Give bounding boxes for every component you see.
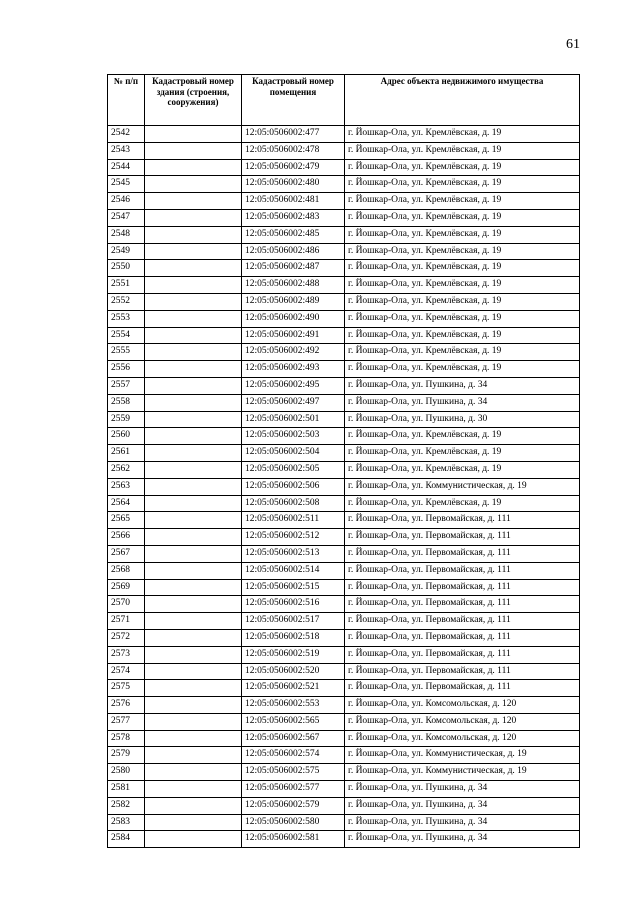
cell-premises-cadastral: 12:05:0506002:511	[242, 512, 345, 529]
cell-building-cadastral	[145, 277, 242, 294]
cell-index: 2551	[108, 277, 145, 294]
cell-index: 2580	[108, 764, 145, 781]
cell-index: 2576	[108, 697, 145, 714]
cell-premises-cadastral: 12:05:0506002:565	[242, 713, 345, 730]
cell-index: 2574	[108, 663, 145, 680]
cell-building-cadastral	[145, 562, 242, 579]
cell-premises-cadastral: 12:05:0506002:486	[242, 243, 345, 260]
cell-building-cadastral	[145, 529, 242, 546]
table-row	[108, 361, 580, 378]
cell-address: г. Йошкар-Ола, ул. Кремлёвская, д. 19	[345, 277, 580, 294]
cell-premises-cadastral: 12:05:0506002:487	[242, 260, 345, 277]
table-row	[108, 293, 580, 310]
table-row	[108, 814, 580, 831]
table-row	[108, 394, 580, 411]
cell-building-cadastral	[145, 126, 242, 143]
cell-address: г. Йошкар-Ола, ул. Первомайская, д. 111	[345, 529, 580, 546]
cell-address: г. Йошкар-Ола, ул. Кремлёвская, д. 19	[345, 445, 580, 462]
table-row	[108, 193, 580, 210]
table-row	[108, 277, 580, 294]
cell-address: г. Йошкар-Ола, ул. Кремлёвская, д. 19	[345, 428, 580, 445]
cell-premises-cadastral: 12:05:0506002:481	[242, 193, 345, 210]
cell-address: г. Йошкар-Ола, ул. Кремлёвская, д. 19	[345, 344, 580, 361]
cell-premises-cadastral: 12:05:0506002:580	[242, 814, 345, 831]
cell-premises-cadastral: 12:05:0506002:503	[242, 428, 345, 445]
cell-premises-cadastral: 12:05:0506002:514	[242, 562, 345, 579]
cell-address: г. Йошкар-Ола, ул. Кремлёвская, д. 19	[345, 209, 580, 226]
table-row	[108, 176, 580, 193]
cell-premises-cadastral: 12:05:0506002:478	[242, 142, 345, 159]
cell-building-cadastral	[145, 579, 242, 596]
cell-building-cadastral	[145, 545, 242, 562]
table-row	[108, 461, 580, 478]
cell-building-cadastral	[145, 461, 242, 478]
cell-index: 2577	[108, 713, 145, 730]
cell-index: 2548	[108, 226, 145, 243]
cell-building-cadastral	[145, 226, 242, 243]
cell-address: г. Йошкар-Ола, ул. Кремлёвская, д. 19	[345, 159, 580, 176]
table-row	[108, 310, 580, 327]
cell-address: г. Йошкар-Ола, ул. Пушкина, д. 30	[345, 411, 580, 428]
table-body	[108, 126, 580, 848]
cell-building-cadastral	[145, 478, 242, 495]
cell-building-cadastral	[145, 781, 242, 798]
table-row	[108, 613, 580, 630]
table-row	[108, 797, 580, 814]
cell-index: 2583	[108, 814, 145, 831]
cell-index: 2565	[108, 512, 145, 529]
cell-premises-cadastral: 12:05:0506002:567	[242, 730, 345, 747]
cell-index: 2552	[108, 293, 145, 310]
cell-address: г. Йошкар-Ола, ул. Кремлёвская, д. 19	[345, 193, 580, 210]
cell-index: 2543	[108, 142, 145, 159]
cell-index: 2582	[108, 797, 145, 814]
cell-premises-cadastral: 12:05:0506002:480	[242, 176, 345, 193]
cell-premises-cadastral: 12:05:0506002:485	[242, 226, 345, 243]
cell-premises-cadastral: 12:05:0506002:517	[242, 613, 345, 630]
table-row	[108, 512, 580, 529]
cell-premises-cadastral: 12:05:0506002:513	[242, 545, 345, 562]
table-row	[108, 713, 580, 730]
cell-premises-cadastral: 12:05:0506002:512	[242, 529, 345, 546]
cell-address: г. Йошкар-Ола, ул. Первомайская, д. 111	[345, 562, 580, 579]
cell-building-cadastral	[145, 243, 242, 260]
cell-address: г. Йошкар-Ола, ул. Пушкина, д. 34	[345, 831, 580, 848]
table-row	[108, 579, 580, 596]
table-row	[108, 260, 580, 277]
cell-building-cadastral	[145, 596, 242, 613]
table-row	[108, 327, 580, 344]
cell-building-cadastral	[145, 495, 242, 512]
cell-premises-cadastral: 12:05:0506002:483	[242, 209, 345, 226]
cell-building-cadastral	[145, 394, 242, 411]
cell-building-cadastral	[145, 445, 242, 462]
cell-building-cadastral	[145, 176, 242, 193]
cell-building-cadastral	[145, 764, 242, 781]
cell-index: 2544	[108, 159, 145, 176]
cell-index: 2566	[108, 529, 145, 546]
cell-index: 2584	[108, 831, 145, 848]
table-row	[108, 663, 580, 680]
cell-premises-cadastral: 12:05:0506002:504	[242, 445, 345, 462]
cell-building-cadastral	[145, 747, 242, 764]
cell-building-cadastral	[145, 730, 242, 747]
cell-building-cadastral	[145, 361, 242, 378]
cell-index: 2559	[108, 411, 145, 428]
table-row	[108, 831, 580, 848]
cell-premises-cadastral: 12:05:0506002:488	[242, 277, 345, 294]
cell-building-cadastral	[145, 713, 242, 730]
cell-address: г. Йошкар-Ола, ул. Первомайская, д. 111	[345, 579, 580, 596]
table-row	[108, 680, 580, 697]
cell-building-cadastral	[145, 209, 242, 226]
table-row	[108, 697, 580, 714]
cell-address: г. Йошкар-Ола, ул. Коммунистическая, д. 19	[345, 764, 580, 781]
cell-address: г. Йошкар-Ола, ул. Кремлёвская, д. 19	[345, 176, 580, 193]
cell-address: г. Йошкар-Ола, ул. Кремлёвская, д. 19	[345, 495, 580, 512]
cell-premises-cadastral: 12:05:0506002:490	[242, 310, 345, 327]
cell-index: 2553	[108, 310, 145, 327]
cell-index: 2557	[108, 377, 145, 394]
cell-address: г. Йошкар-Ола, ул. Кремлёвская, д. 19	[345, 126, 580, 143]
cell-index: 2573	[108, 646, 145, 663]
cell-premises-cadastral: 12:05:0506002:579	[242, 797, 345, 814]
cell-address: г. Йошкар-Ола, ул. Первомайская, д. 111	[345, 646, 580, 663]
cell-index: 2555	[108, 344, 145, 361]
cell-index: 2554	[108, 327, 145, 344]
cell-premises-cadastral: 12:05:0506002:505	[242, 461, 345, 478]
cell-address: г. Йошкар-Ола, ул. Кремлёвская, д. 19	[345, 293, 580, 310]
cell-address: г. Йошкар-Ола, ул. Первомайская, д. 111	[345, 629, 580, 646]
cell-address: г. Йошкар-Ола, ул. Первомайская, д. 111	[345, 545, 580, 562]
cell-building-cadastral	[145, 260, 242, 277]
table-row	[108, 445, 580, 462]
cell-address: г. Йошкар-Ола, ул. Комсомольская, д. 120	[345, 697, 580, 714]
cell-building-cadastral	[145, 327, 242, 344]
cell-address: г. Йошкар-Ола, ул. Кремлёвская, д. 19	[345, 142, 580, 159]
header-building-cadastral: Кадастровый номер здания (строения, сооружения)	[145, 75, 242, 126]
cell-premises-cadastral: 12:05:0506002:479	[242, 159, 345, 176]
cell-address: г. Йошкар-Ола, ул. Комсомольская, д. 120	[345, 730, 580, 747]
cell-building-cadastral	[145, 293, 242, 310]
cell-address: г. Йошкар-Ола, ул. Пушкина, д. 34	[345, 781, 580, 798]
cell-index: 2571	[108, 613, 145, 630]
cell-address: г. Йошкар-Ола, ул. Пушкина, д. 34	[345, 797, 580, 814]
cell-index: 2578	[108, 730, 145, 747]
table-row	[108, 646, 580, 663]
table-row	[108, 730, 580, 747]
cell-premises-cadastral: 12:05:0506002:521	[242, 680, 345, 697]
cell-index: 2550	[108, 260, 145, 277]
cell-premises-cadastral: 12:05:0506002:516	[242, 596, 345, 613]
cell-premises-cadastral: 12:05:0506002:581	[242, 831, 345, 848]
cell-address: г. Йошкар-Ола, ул. Первомайская, д. 111	[345, 663, 580, 680]
cell-premises-cadastral: 12:05:0506002:497	[242, 394, 345, 411]
cell-index: 2542	[108, 126, 145, 143]
cell-building-cadastral	[145, 159, 242, 176]
cell-premises-cadastral: 12:05:0506002:506	[242, 478, 345, 495]
cell-premises-cadastral: 12:05:0506002:520	[242, 663, 345, 680]
cell-index: 2567	[108, 545, 145, 562]
cell-building-cadastral	[145, 428, 242, 445]
table-row	[108, 747, 580, 764]
cell-building-cadastral	[145, 646, 242, 663]
cell-address: г. Йошкар-Ола, ул. Первомайская, д. 111	[345, 613, 580, 630]
cell-premises-cadastral: 12:05:0506002:515	[242, 579, 345, 596]
cell-address: г. Йошкар-Ола, ул. Кремлёвская, д. 19	[345, 243, 580, 260]
cell-building-cadastral	[145, 512, 242, 529]
cell-building-cadastral	[145, 797, 242, 814]
table-row	[108, 562, 580, 579]
table-row	[108, 495, 580, 512]
cell-index: 2579	[108, 747, 145, 764]
cell-premises-cadastral: 12:05:0506002:492	[242, 344, 345, 361]
cell-index: 2556	[108, 361, 145, 378]
cell-address: г. Йошкар-Ола, ул. Кремлёвская, д. 19	[345, 361, 580, 378]
cell-premises-cadastral: 12:05:0506002:518	[242, 629, 345, 646]
cell-address: г. Йошкар-Ола, ул. Коммунистическая, д. 19	[345, 747, 580, 764]
cell-address: г. Йошкар-Ола, ул. Первомайская, д. 111	[345, 512, 580, 529]
table-row	[108, 764, 580, 781]
cell-address: г. Йошкар-Ола, ул. Кремлёвская, д. 19	[345, 461, 580, 478]
table-row	[108, 377, 580, 394]
cell-address: г. Йошкар-Ола, ул. Первомайская, д. 111	[345, 596, 580, 613]
cell-address: г. Йошкар-Ола, ул. Кремлёвская, д. 19	[345, 327, 580, 344]
cell-address: г. Йошкар-Ола, ул. Пушкина, д. 34	[345, 377, 580, 394]
cell-premises-cadastral: 12:05:0506002:477	[242, 126, 345, 143]
cell-address: г. Йошкар-Ола, ул. Первомайская, д. 111	[345, 680, 580, 697]
table-row	[108, 226, 580, 243]
cell-building-cadastral	[145, 193, 242, 210]
cell-index: 2564	[108, 495, 145, 512]
cell-address: г. Йошкар-Ола, ул. Кремлёвская, д. 19	[345, 226, 580, 243]
cell-premises-cadastral: 12:05:0506002:508	[242, 495, 345, 512]
cell-index: 2569	[108, 579, 145, 596]
cell-index: 2549	[108, 243, 145, 260]
cell-premises-cadastral: 12:05:0506002:501	[242, 411, 345, 428]
cell-index: 2568	[108, 562, 145, 579]
cell-building-cadastral	[145, 680, 242, 697]
registry-table	[107, 74, 580, 848]
table-row	[108, 126, 580, 143]
cell-building-cadastral	[145, 663, 242, 680]
cell-building-cadastral	[145, 613, 242, 630]
table-row	[108, 629, 580, 646]
header-index: № п/п	[108, 75, 145, 126]
table-row	[108, 243, 580, 260]
cell-index: 2562	[108, 461, 145, 478]
table-header-row	[108, 75, 580, 126]
cell-index: 2561	[108, 445, 145, 462]
cell-address: г. Йошкар-Ола, ул. Коммунистическая, д. 19	[345, 478, 580, 495]
cell-building-cadastral	[145, 377, 242, 394]
cell-address: г. Йошкар-Ола, ул. Комсомольская, д. 120	[345, 713, 580, 730]
table-row	[108, 209, 580, 226]
cell-index: 2575	[108, 680, 145, 697]
cell-building-cadastral	[145, 697, 242, 714]
cell-building-cadastral	[145, 814, 242, 831]
table-row	[108, 545, 580, 562]
cell-premises-cadastral: 12:05:0506002:489	[242, 293, 345, 310]
header-premises-cadastral: Кадастровый номер помещения	[242, 75, 345, 126]
table-row	[108, 344, 580, 361]
cell-address: г. Йошкар-Ола, ул. Пушкина, д. 34	[345, 394, 580, 411]
table-row	[108, 159, 580, 176]
cell-premises-cadastral: 12:05:0506002:495	[242, 377, 345, 394]
header-address: Адрес объекта недвижимого имущества	[345, 75, 580, 126]
cell-building-cadastral	[145, 142, 242, 159]
table-row	[108, 596, 580, 613]
cell-premises-cadastral: 12:05:0506002:575	[242, 764, 345, 781]
cell-index: 2581	[108, 781, 145, 798]
cell-address: г. Йошкар-Ола, ул. Кремлёвская, д. 19	[345, 310, 580, 327]
table-row	[108, 478, 580, 495]
cell-index: 2545	[108, 176, 145, 193]
cell-premises-cadastral: 12:05:0506002:491	[242, 327, 345, 344]
cell-address: г. Йошкар-Ола, ул. Кремлёвская, д. 19	[345, 260, 580, 277]
cell-building-cadastral	[145, 629, 242, 646]
cell-premises-cadastral: 12:05:0506002:493	[242, 361, 345, 378]
table-row	[108, 428, 580, 445]
cell-index: 2572	[108, 629, 145, 646]
table-row	[108, 781, 580, 798]
cell-premises-cadastral: 12:05:0506002:519	[242, 646, 345, 663]
cell-index: 2546	[108, 193, 145, 210]
cell-index: 2558	[108, 394, 145, 411]
table-row	[108, 529, 580, 546]
cell-index: 2563	[108, 478, 145, 495]
cell-index: 2570	[108, 596, 145, 613]
table-row	[108, 411, 580, 428]
table-row	[108, 142, 580, 159]
page-number: 61	[566, 37, 580, 52]
cell-building-cadastral	[145, 411, 242, 428]
cell-building-cadastral	[145, 831, 242, 848]
cell-premises-cadastral: 12:05:0506002:577	[242, 781, 345, 798]
cell-index: 2560	[108, 428, 145, 445]
cell-building-cadastral	[145, 310, 242, 327]
cell-premises-cadastral: 12:05:0506002:553	[242, 697, 345, 714]
cell-index: 2547	[108, 209, 145, 226]
cell-building-cadastral	[145, 344, 242, 361]
cell-premises-cadastral: 12:05:0506002:574	[242, 747, 345, 764]
cell-address: г. Йошкар-Ола, ул. Пушкина, д. 34	[345, 814, 580, 831]
